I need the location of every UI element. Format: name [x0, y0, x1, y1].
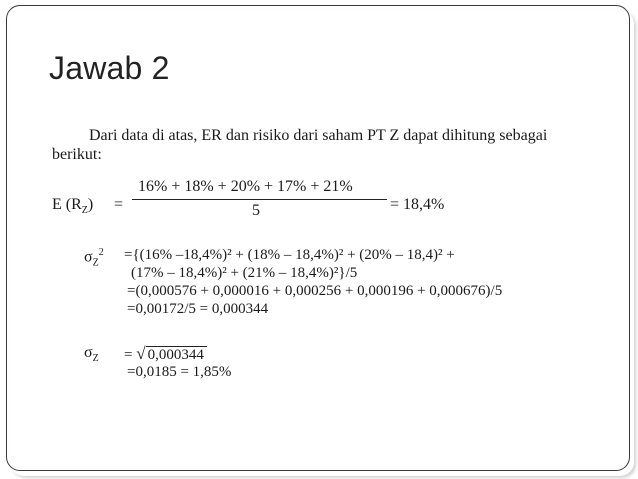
scanned-textbook-excerpt	[52, 120, 592, 400]
variance-line-4: =0,00172/5 = 0,000344	[127, 301, 269, 317]
fraction-bar	[132, 199, 387, 200]
er-denominator: 5	[252, 202, 260, 219]
variance-line-2: (17% – 18,4%)² + (21% – 18,4%)²}/5	[131, 265, 358, 281]
variance-line-3: =(0,000576 + 0,000016 + 0,000256 + 0,000196 + 0,000676)/5	[127, 283, 503, 299]
std-dev-label: $\sigma_Z$	[84, 344, 99, 365]
intro-paragraph	[52, 126, 592, 164]
sqrt-radicand: 0,000344	[146, 346, 207, 364]
variance-line-1: ={(16% –18,4%)² + (18% – 18,4%)² + (20% – 18,4)² +	[124, 247, 455, 263]
er-result: = 18,4%	[390, 196, 445, 213]
square-root: √ 0,000344	[136, 344, 207, 364]
er-label: E $(R_Z)$	[52, 196, 94, 217]
slide-title: Jawab 2	[49, 50, 170, 86]
er-equals: =	[114, 196, 124, 213]
intro-line-2: berikut:	[52, 146, 102, 163]
intro-line-1: Dari data di atas, ER dan risiko dari saham PT Z dapat dihitung sebagai	[89, 127, 548, 144]
er-numerator: 16% + 18% + 20% + 17% + 21%	[138, 178, 353, 195]
std-dev-line-1	[124, 344, 207, 364]
std-dev-equals: =	[124, 347, 133, 363]
variance-label: $\sigma_Z^2$	[84, 247, 104, 269]
std-dev-line-2: =0,0185 = 1,85%	[127, 364, 232, 380]
